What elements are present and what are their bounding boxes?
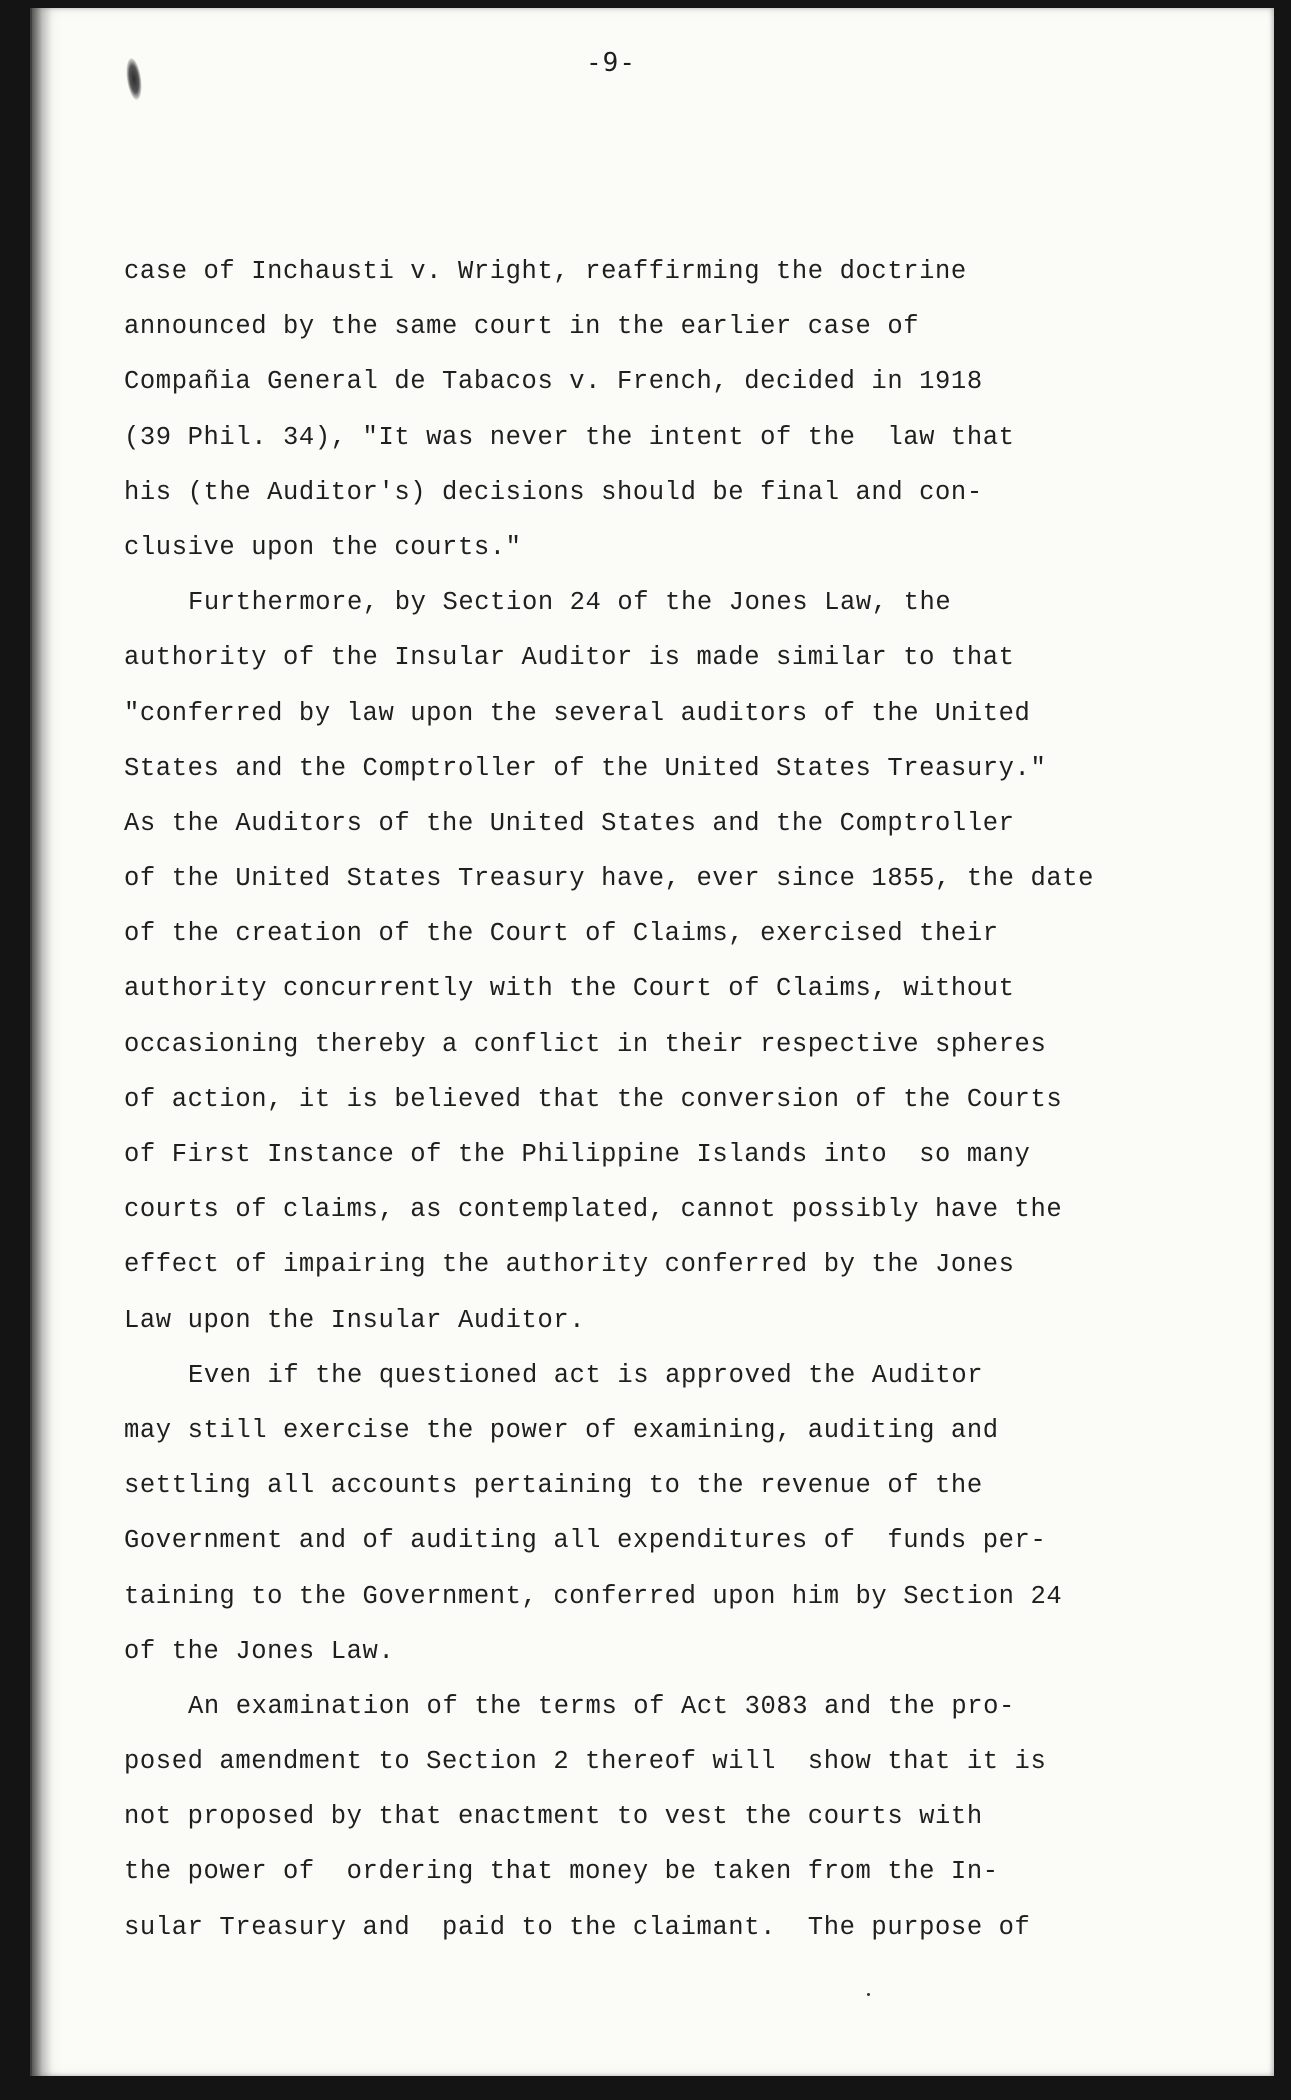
document-body (124, 244, 1184, 1955)
text-line: Government and of auditing all expenditures of funds per- (124, 1526, 1047, 1556)
text-line: the power of ordering that money be taken from the In- (124, 1857, 999, 1887)
text-line: clusive upon the courts." (124, 532, 522, 562)
text-line: case of Inchausti v. Wright, reaffirming the doctrine (124, 257, 967, 286)
text-line: "conferred by law upon the several auditors of the United (124, 698, 1031, 728)
text-line: States and the Comptroller of the United States Treasury." (124, 753, 1047, 783)
paragraph-first-line: Furthermore, by Section 24 of the Jones Law, the (188, 588, 952, 618)
text-line: may still exercise the power of examining, auditing and (124, 1415, 999, 1445)
text-line: authority concurrently with the Court of Claims, without (124, 974, 1015, 1004)
text-line: Compañia General de Tabacos v. French, decided in 1918 (124, 367, 983, 397)
text-line: of action, it is believed that the conversion of the Courts (124, 1084, 1063, 1114)
text-line: of the Jones Law. (124, 1636, 395, 1666)
paragraph-first-line: Even if the questioned act is approved the Auditor (188, 1360, 984, 1390)
binding-shadow (30, 8, 52, 2076)
paragraph-first-line: An examination of the terms of Act 3083 and the pro- (188, 1691, 1015, 1721)
text-line: sular Treasury and paid to the claimant. The purpose of (124, 1912, 1031, 1942)
text-line: posed amendment to Section 2 thereof will show that it is (124, 1747, 1047, 1777)
text-line: taining to the Government, conferred upon him by Section 24 (124, 1581, 1063, 1611)
text-line: Law upon the Insular Auditor. (124, 1305, 586, 1335)
text-line: announced by the same court in the earlier case of (124, 312, 920, 342)
page-number: -9- (586, 48, 636, 78)
text-line: of First Instance of the Philippine Islands into so many (124, 1140, 1031, 1169)
text-line: authority of the Insular Auditor is made similar to that (124, 643, 1015, 673)
text-line: As the Auditors of the United States and the Comptroller (124, 808, 1015, 838)
text-line: settling all accounts pertaining to the revenue of the (124, 1471, 983, 1501)
text-line: of the United States Treasury have, ever since 1855, the date (124, 864, 1095, 894)
text-line: occasioning thereby a conflict in their respective spheres (124, 1029, 1047, 1059)
text-line: courts of claims, as contemplated, cannot possibly have the (124, 1195, 1063, 1225)
text-line: (39 Phil. 34), "It was never the intent of the law that (124, 422, 1015, 452)
text-line: effect of impairing the authority conferred by the Jones (124, 1250, 1015, 1280)
text-line: not proposed by that enactment to vest the courts with (124, 1802, 983, 1832)
text-line: his (the Auditor's) decisions should be final and con- (124, 477, 983, 507)
text-line: of the creation of the Court of Claims, exercised their (124, 919, 999, 949)
ink-speck (867, 1993, 870, 1996)
